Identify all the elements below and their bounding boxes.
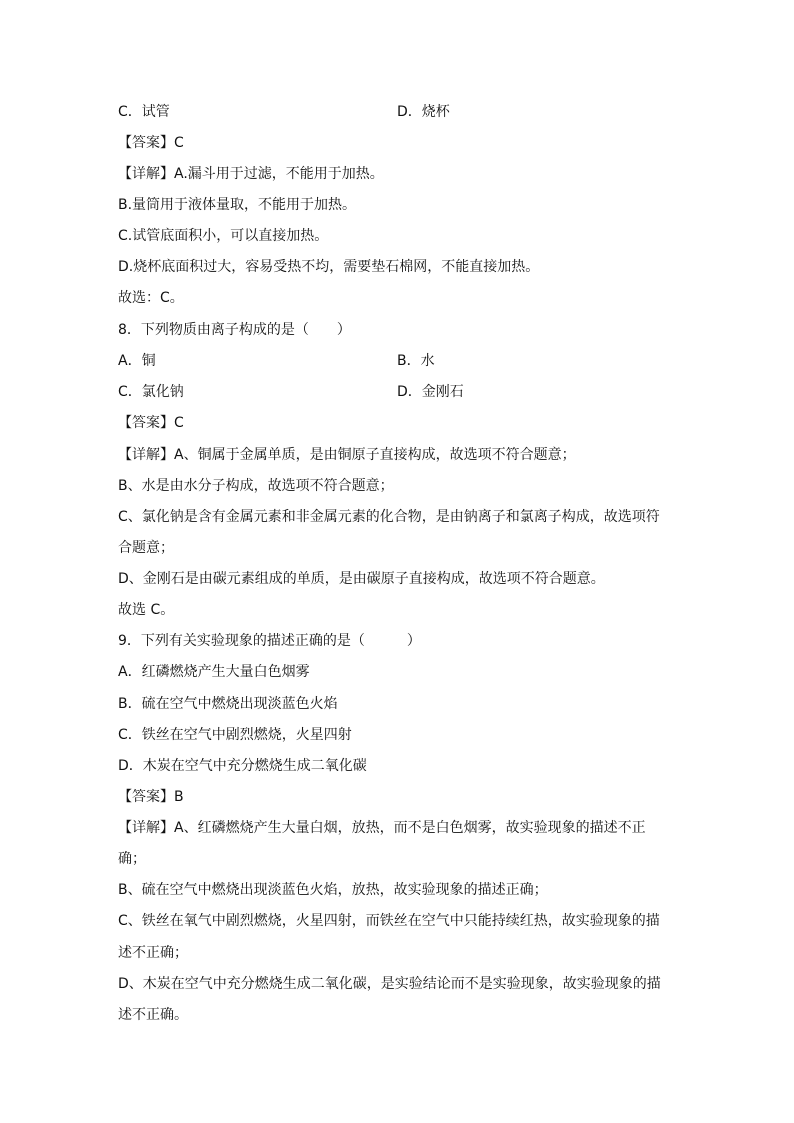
q7-answer: 【答案】C [118,135,184,151]
q8-detail-1: 【详解】A、铜属于金属单质，是由铜原子直接构成，故选项不符合题意； [118,447,576,463]
q8-option-b: B．水 [397,353,435,369]
q8-option-a: A．铜 [118,353,156,369]
q7-option-c: C．试管 [118,104,170,120]
q8-conclusion: 故选 C。 [118,602,175,618]
q8-detail-5: D、金刚石是由碳元素组成的单质，是由碳原子直接构成，故选项不符合题意。 [118,571,605,587]
q8-question: 8．下列物质由离子构成的是（ ） [118,322,351,338]
q7-detail-3: C.试管底面积小，可以直接加热。 [118,228,329,244]
q7-detail-1: 【详解】A.漏斗用于过滤，不能用于加热。 [118,166,384,182]
q8-detail-3: C、氯化钠是含有金属元素和非金属元素的化合物，是由钠离子和氯离子构成，故选项符 [118,509,660,525]
q9-option-c: C．铁丝在空气中剧烈燃烧，火星四射 [118,727,352,743]
q8-answer: 【答案】C [118,415,184,431]
q8-option-d: D．金刚石 [397,384,464,400]
q9-detail-4: C、铁丝在氧气中剧烈燃烧，火星四射，而铁丝在空气中只能持续红热，故实验现象的描 [118,913,660,929]
q9-detail-6: D、木炭在空气中充分燃烧生成二氧化碳，是实验结论而不是实验现象，故实验现象的描 [118,976,661,992]
q7-conclusion: 故选：C。 [118,290,184,306]
q9-detail-5: 述不正确； [118,945,188,961]
q7-detail-4: D.烧杯底面积过大，容易受热不均，需要垫石棉网，不能直接加热。 [118,259,540,275]
q9-question: 9．下列有关实验现象的描述正确的是（ ） [118,633,421,649]
q7-option-d: D．烧杯 [397,104,450,120]
q8-detail-2: B、水是由水分子构成，故选项不符合题意； [118,478,394,494]
q9-option-d: D．木炭在空气中充分燃烧生成二氧化碳 [118,758,367,774]
q7-detail-2: B.量筒用于液体量取，不能用于加热。 [118,197,357,213]
q9-detail-3: B、硫在空气中燃烧出现淡蓝色火焰，放热，故实验现象的描述正确； [118,882,548,898]
q9-detail-7: 述不正确。 [118,1007,188,1023]
q8-option-c: C．氯化钠 [118,384,184,400]
q9-option-a: A．红磷燃烧产生大量白色烟雾 [118,664,310,680]
q8-detail-4: 合题意； [118,540,174,556]
q9-option-b: B．硫在空气中燃烧出现淡蓝色火焰 [118,696,338,712]
q9-detail-2: 确； [118,851,146,867]
q9-answer: 【答案】B [118,789,184,805]
q9-detail-1: 【详解】A、红磷燃烧产生大量白烟，放热，而不是白色烟雾，故实验现象的描述不正 [118,820,646,836]
